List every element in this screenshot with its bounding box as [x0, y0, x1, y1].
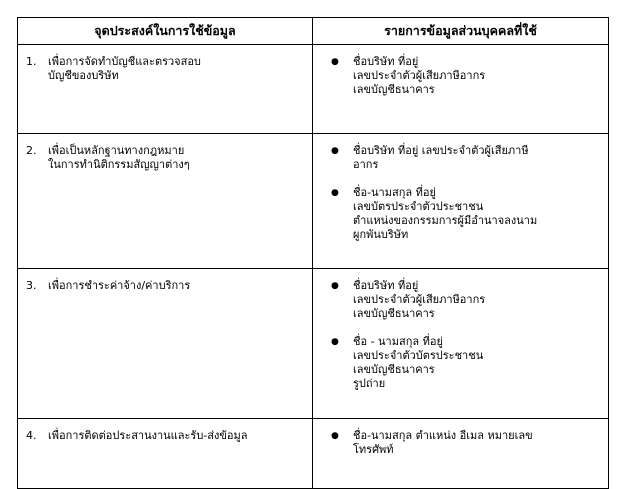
- bullet-icon: ●: [331, 431, 339, 441]
- list-item: [331, 186, 602, 242]
- row-number: 1.: [26, 55, 37, 68]
- bullet-icon: ●: [331, 281, 339, 291]
- data-item-text: ชื่อบริษัท ที่อยู่ เลขประจำตัวผู้เสียภาษี อากร: [353, 144, 529, 171]
- list-item: [331, 335, 602, 391]
- list-item: [331, 55, 602, 97]
- purpose-text: เพื่อเป็นหลักฐานทางกฎหมาย ในการทำนิติกรรมสัญญาต่างๆ: [48, 144, 190, 171]
- purpose-cell: [18, 45, 313, 134]
- purpose-cell: [18, 269, 313, 419]
- bullet-icon: ●: [331, 57, 339, 67]
- bullet-icon: ●: [331, 146, 339, 156]
- row-number: 3.: [26, 279, 37, 292]
- bullet-icon: ●: [331, 188, 339, 198]
- header-purpose: จุดประสงค์ในการใช้ข้อมูล: [18, 18, 313, 45]
- purpose-text: เพื่อการติดต่อประสานงานและรับ-ส่งข้อมูล: [48, 429, 248, 442]
- purpose-cell: [18, 419, 313, 489]
- data-item-text: ชื่อบริษัท ที่อยู่ เลขประจำตัวผู้เสียภาษีอากร เลขบัญชีธนาคาร: [353, 55, 486, 96]
- data-items-cell: [313, 419, 609, 489]
- data-items-cell: [313, 134, 609, 269]
- table-row: [18, 45, 609, 134]
- purpose-text: เพื่อการชำระค่าจ้าง/ค่าบริการ: [48, 279, 191, 292]
- purpose-cell: [18, 134, 313, 269]
- row-number: 2.: [26, 144, 37, 157]
- data-item-text: ชื่อ - นามสกุล ที่อยู่ เลขประจำตัวบัตรประชาชน เลขบัญชีธนาคาร รูปถ่าย: [353, 335, 484, 390]
- table-row: [18, 419, 609, 489]
- list-item: [331, 429, 602, 457]
- list-item: [331, 279, 602, 321]
- purpose-text: เพื่อการจัดทำบัญชีและตรวจสอบ บัญชีของบริษัท: [48, 55, 201, 82]
- data-items-cell: [313, 45, 609, 134]
- table-header-row: [18, 18, 609, 45]
- header-data-items: รายการข้อมูลส่วนบุคคลที่ใช้: [313, 18, 609, 45]
- data-items-cell: [313, 269, 609, 419]
- data-item-text: ชื่อ-นามสกุล ตำแหน่ง อีเมล หมายเลข โทรศัพท์: [353, 429, 533, 456]
- personal-data-purpose-table: [17, 17, 609, 489]
- table-row: [18, 269, 609, 419]
- data-item-text: ชื่อบริษัท ที่อยู่ เลขประจำตัวผู้เสียภาษีอากร เลขบัญชีธนาคาร: [353, 279, 486, 320]
- bullet-icon: ●: [331, 337, 339, 347]
- row-number: 4.: [26, 429, 37, 442]
- list-item: [331, 144, 602, 172]
- table-row: [18, 134, 609, 269]
- data-item-text: ชื่อ-นามสกุล ที่อยู่ เลขบัตรประจำตัวประชาชน ตำแหน่งของกรรมการผู้มีอำนาจลงนาม ผูกพันบริษัท: [353, 186, 538, 241]
